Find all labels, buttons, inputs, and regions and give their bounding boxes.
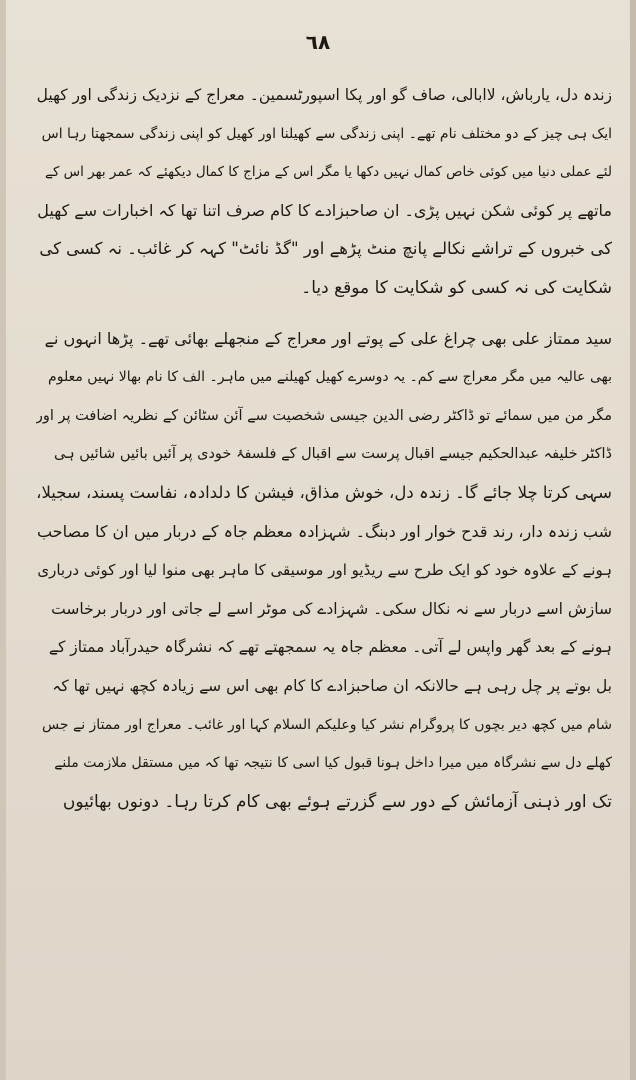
text-line: زندہ دل، یارباش، لاابالی، صاف گو اور پکا اسپورٹسمین۔ معراج کے نزدیک زندگی اور کھیل xyxy=(36,86,612,104)
text-line: تک اور ذہنی آزمائش کے دور سے گزرتے ہوئے بھی کام کرتا رہا۔ دونوں بھائیوں xyxy=(62,791,612,812)
text-line: کی خبروں کے تراشے نکالے پانچ منٹ پڑھے اور "گڈ نائٹ" کہہ کر غائب۔ نہ کسی کی xyxy=(39,239,612,259)
text-line: شکایت کی نہ کسی کو شکایت کا موقع دیا۔ xyxy=(301,277,612,298)
text-line: ہونے کے بعد گھر واپس لے آتی۔ معظم جاہ یہ سمجھتے تھے کہ نشرگاہ حیدرآباد ممتاز کے xyxy=(48,638,612,657)
text-line: ماتھے پر کوئی شکن نہیں پڑی۔ ان صاحبزادے کا کام صرف اتنا تھا کہ اخبارات سے کھیل xyxy=(37,200,612,220)
text-line: ڈاکٹر خلیفہ عبدالحکیم جیسے اقبال پرست سے اقبال کے فلسفۂ خودی پر آئیں بائیں شائیں ہی xyxy=(54,446,612,463)
text-line: کھلے دل سے نشرگاہ میں میرا داخل ہونا قبول کیا اسی کا نتیجہ تھا کہ میں مستقل ملازمت ملنے xyxy=(54,755,612,772)
text-line: شب زندہ دار، رند قدح خوار اور دبنگ۔ شہزادہ معظم جاہ کے دربار میں ان کا مصاحب xyxy=(36,521,612,541)
text-line: ایک ہی چیز کے دو مختلف نام تھے۔ اپنی زندگی سے کھیلنا اور کھیل کو اپنی زندگی سمجھتا رہا اس xyxy=(41,125,612,142)
text-line: ہونے کے علاوہ خود کو ایک طرح سے ریڈیو اور موسیقی کا ماہر بھی منوا لیا اور کوئی درباری xyxy=(37,561,612,580)
text-line: سازش اسے دربار سے نہ نکال سکی۔ شہزادے کی موٹر اسے لے جاتی اور دربار برخاست xyxy=(51,599,612,618)
text-line: سہی کرتا چلا جائے گا۔ زندہ دل، خوش مذاق، فیشن کا دلدادہ، نفاست پسند، سجیلا، xyxy=(36,482,612,502)
page-number: ٦٨ xyxy=(305,30,331,54)
text-line: شام میں کچھ دیر بچوں کا پروگرام نشر کیا وعلیکم السلام کہا اور غائب۔ معراج اور ممتاز نے جس xyxy=(42,716,612,733)
paragraph-break xyxy=(36,308,612,320)
text-line: سید ممتاز علی بھی چراغ علی کے پوتے اور معراج کے منجھلے بھائی تھے۔ پڑھا انہوں نے xyxy=(44,328,612,348)
page-body-text xyxy=(36,76,612,821)
text-line: مگر من میں سمائے تو ڈاکٹر رضی الدین جیسی شخصیت سے آئن سٹائن کے نظریہ اضافت پر اور xyxy=(36,407,612,424)
text-line: لئے عملی دنیا میں کوئی خاص کمال نہیں دکھا یا مگر اس کے مزاج کا کمال دیکھئے کہ عمر بھر اس کے xyxy=(45,164,612,181)
text-line: بل بوتے پر چل رہی ہے حالانکہ ان صاحبزادے کا کام بھی اس سے زیادہ کچھ نہیں تھا کہ xyxy=(52,676,612,695)
text-line: بھی عالیہ میں مگر معراج سے کم۔ یہ دوسرے کھیل کھیلنے میں ماہر۔ الف کا نام بھالا نہیں معلوم xyxy=(48,369,612,386)
